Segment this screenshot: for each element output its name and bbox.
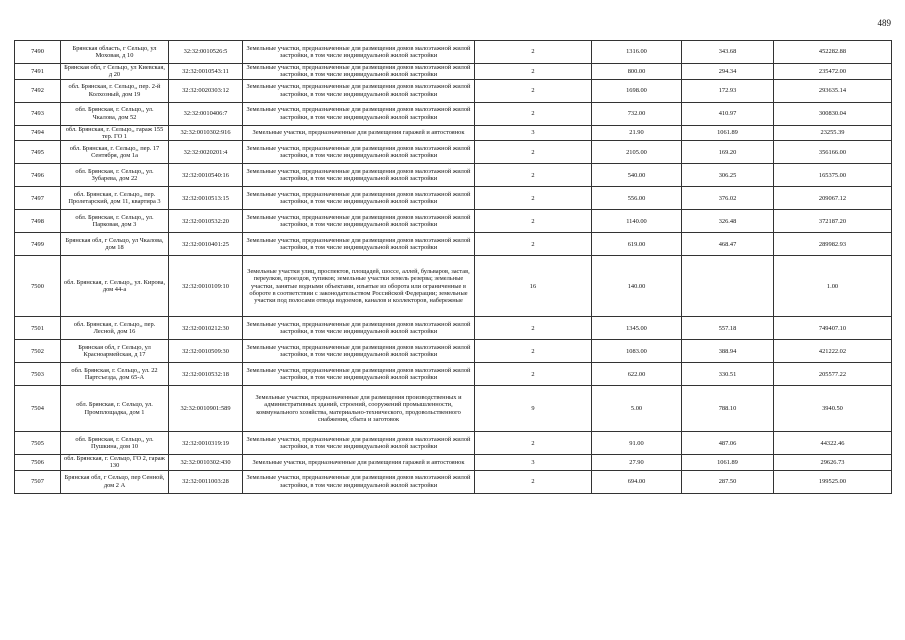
cadastral-number-cell: 32:32:0010319:19	[169, 432, 243, 455]
cadastral-number-cell: 32:32:0010509:30	[169, 340, 243, 363]
land-use-cell: Земельные участки, предназначенные для размещения гаражей и автостоянок	[243, 455, 475, 471]
use-group-cell: 9	[475, 386, 592, 432]
unit-price-cell: 1061.89	[682, 125, 774, 141]
unit-price-cell: 468.47	[682, 233, 774, 256]
table-row	[15, 79, 892, 102]
address-cell: обл. Брянская, г. Сельцо,, гараж 155 тер. ГО 1	[61, 125, 169, 141]
unit-price-cell: 294.34	[682, 64, 774, 80]
cadastral-value-cell: 356166.00	[774, 141, 892, 164]
table-row	[15, 141, 892, 164]
table-row	[15, 317, 892, 340]
address-cell: Брянская обл, г Сельцо, ул Красноармейская, д 17	[61, 340, 169, 363]
area-cell: 619.00	[592, 233, 682, 256]
land-use-cell: Земельные участки, предназначенные для размещения домов малоэтажной жилой застройки, в том числе индивидуальной жилой застройки	[243, 233, 475, 256]
table-row	[15, 470, 892, 493]
area-cell: 140.00	[592, 256, 682, 317]
table-row	[15, 432, 892, 455]
row-number-cell: 7501	[15, 317, 61, 340]
area-cell: 622.00	[592, 363, 682, 386]
cadastral-value-cell: 749407.10	[774, 317, 892, 340]
use-group-cell: 2	[475, 317, 592, 340]
area-cell: 540.00	[592, 164, 682, 187]
row-number-cell: 7494	[15, 125, 61, 141]
table-row	[15, 125, 892, 141]
cadastral-number-cell: 32:32:0020303:12	[169, 79, 243, 102]
unit-price-cell: 306.25	[682, 164, 774, 187]
address-cell: обл. Брянская, г. Сельцо,, пер. 17 Сентября, дом 1а	[61, 141, 169, 164]
address-cell: обл. Брянская, г. Сельцо, ГО 2, гараж 130	[61, 455, 169, 471]
row-number-cell: 7492	[15, 79, 61, 102]
table-row	[15, 187, 892, 210]
cadastral-value-cell: 165375.00	[774, 164, 892, 187]
row-number-cell: 7490	[15, 41, 61, 64]
row-number-cell: 7504	[15, 386, 61, 432]
cadastral-number-cell: 32:32:0010513:15	[169, 187, 243, 210]
unit-price-cell: 388.94	[682, 340, 774, 363]
address-cell: Брянская обл, г Сельцо, ул Чкалова, дом 18	[61, 233, 169, 256]
land-use-cell: Земельные участки, предназначенные для размещения домов малоэтажной жилой застройки, в том числе индивидуальной жилой застройки	[243, 141, 475, 164]
row-number-cell: 7495	[15, 141, 61, 164]
address-cell: Брянская обл, г Сельцо, ул Киевская, д 20	[61, 64, 169, 80]
table-row	[15, 41, 892, 64]
unit-price-cell: 172.93	[682, 79, 774, 102]
area-cell: 1345.00	[592, 317, 682, 340]
use-group-cell: 3	[475, 125, 592, 141]
table-row	[15, 64, 892, 80]
table-row	[15, 386, 892, 432]
area-cell: 27.90	[592, 455, 682, 471]
unit-price-cell: 343.68	[682, 41, 774, 64]
cadastral-value-cell: 452282.88	[774, 41, 892, 64]
unit-price-cell	[682, 256, 774, 317]
cadastral-value-cell: 205577.22	[774, 363, 892, 386]
area-cell: 91.00	[592, 432, 682, 455]
use-group-cell: 2	[475, 233, 592, 256]
area-cell: 556.00	[592, 187, 682, 210]
land-use-cell: Земельные участки, предназначенные для размещения домов малоэтажной жилой застройки, в том числе индивидуальной жилой застройки	[243, 79, 475, 102]
cadastral-value-cell: 3940.50	[774, 386, 892, 432]
row-number-cell: 7496	[15, 164, 61, 187]
address-cell: Брянская обл, г Сельцо, пер Сенной, дом 2 А	[61, 470, 169, 493]
unit-price-cell: 330.51	[682, 363, 774, 386]
use-group-cell: 2	[475, 340, 592, 363]
address-cell: Брянская область, г Сельцо, ул Моховая, д 10	[61, 41, 169, 64]
table-row	[15, 233, 892, 256]
address-cell: обл. Брянская, г. Сельцо,, ул. Парковая, дом 3	[61, 210, 169, 233]
use-group-cell: 2	[475, 432, 592, 455]
address-cell: обл. Брянская, г. Сельцо,, ул. Пушкина, дом 10	[61, 432, 169, 455]
address-cell: обл. Брянская, г. Сельцо,, пер. 2-й Колхозный, дом 19	[61, 79, 169, 102]
unit-price-cell: 410.97	[682, 102, 774, 125]
use-group-cell: 2	[475, 41, 592, 64]
area-cell: 732.00	[592, 102, 682, 125]
table-row	[15, 363, 892, 386]
cadastral-number-cell: 32:32:0010540:16	[169, 164, 243, 187]
cadastral-number-cell: 32:32:0010212:30	[169, 317, 243, 340]
area-cell: 5.00	[592, 386, 682, 432]
row-number-cell: 7491	[15, 64, 61, 80]
unit-price-cell: 557.18	[682, 317, 774, 340]
land-use-cell: Земельные участки, предназначенные для размещения домов малоэтажной жилой застройки, в том числе индивидуальной жилой застройки	[243, 317, 475, 340]
cadastral-number-cell: 32:32:0010109:10	[169, 256, 243, 317]
cadastral-number-cell: 32:32:0010543:11	[169, 64, 243, 80]
unit-price-cell: 287.50	[682, 470, 774, 493]
address-cell: обл. Брянская, г. Сельцо,, ул. Чкалова, дом 52	[61, 102, 169, 125]
land-use-cell: Земельные участки улиц, проспектов, площадей, шоссе, аллей, бульваров, застав, переулков, проездов, тупиков; земельные участки земель резерва; земельные участки, занятые водными объектами, изъятые из оборота или ограниченные в обороте в соответствии с законодательством Российской Федерации; земельные участки под полосами отвода водоемов, каналов и коллекторов, набережные	[243, 256, 475, 317]
table-row	[15, 210, 892, 233]
area-cell: 1083.00	[592, 340, 682, 363]
land-use-cell: Земельные участки, предназначенные для размещения домов малоэтажной жилой застройки, в том числе индивидуальной жилой застройки	[243, 41, 475, 64]
address-cell: обл. Брянская, г. Сельцо,, пер. Пролетарский, дом 11, квартира 3	[61, 187, 169, 210]
land-use-cell: Земельные участки, предназначенные для размещения домов малоэтажной жилой застройки, в том числе индивидуальной жилой застройки	[243, 470, 475, 493]
address-cell: обл. Брянская, г. Сельцо,, ул. Зубарева, дом 22	[61, 164, 169, 187]
table-row	[15, 455, 892, 471]
land-use-cell: Земельные участки, предназначенные для размещения домов малоэтажной жилой застройки, в том числе индивидуальной жилой застройки	[243, 164, 475, 187]
unit-price-cell: 1061.89	[682, 455, 774, 471]
area-cell: 1698.00	[592, 79, 682, 102]
area-cell: 1316.00	[592, 41, 682, 64]
row-number-cell: 7499	[15, 233, 61, 256]
unit-price-cell: 487.06	[682, 432, 774, 455]
address-cell: обл. Брянская, г. Сельцо,, ул. 22 Партсъезда, дом 65-А	[61, 363, 169, 386]
cadastral-number-cell: 32:32:0010532:20	[169, 210, 243, 233]
unit-price-cell: 376.02	[682, 187, 774, 210]
cadastral-value-cell: 29626.73	[774, 455, 892, 471]
row-number-cell: 7497	[15, 187, 61, 210]
use-group-cell: 2	[475, 470, 592, 493]
cadastral-value-cell: 23255.39	[774, 125, 892, 141]
table-row	[15, 340, 892, 363]
row-number-cell: 7493	[15, 102, 61, 125]
cadastral-value-cell: 209067.12	[774, 187, 892, 210]
land-cadastral-table	[14, 40, 892, 494]
area-cell: 800.00	[592, 64, 682, 80]
cadastral-number-cell: 32:32:0010532:18	[169, 363, 243, 386]
use-group-cell: 2	[475, 102, 592, 125]
use-group-cell: 2	[475, 164, 592, 187]
land-use-cell: Земельные участки, предназначенные для размещения гаражей и автостоянок	[243, 125, 475, 141]
land-use-cell: Земельные участки, предназначенные для размещения домов малоэтажной жилой застройки, в том числе индивидуальной жилой застройки	[243, 340, 475, 363]
use-group-cell: 3	[475, 455, 592, 471]
cadastral-value-cell: 1.00	[774, 256, 892, 317]
land-use-cell: Земельные участки, предназначенные для размещения домов малоэтажной жилой застройки, в том числе индивидуальной жилой застройки	[243, 363, 475, 386]
use-group-cell: 2	[475, 64, 592, 80]
use-group-cell: 2	[475, 79, 592, 102]
land-use-cell: Земельные участки, предназначенные для размещения домов малоэтажной жилой застройки, в том числе индивидуальной жилой застройки	[243, 102, 475, 125]
use-group-cell: 2	[475, 210, 592, 233]
cadastral-number-cell: 32:32:0011003:28	[169, 470, 243, 493]
unit-price-cell: 169.20	[682, 141, 774, 164]
row-number-cell: 7498	[15, 210, 61, 233]
address-cell: обл. Брянская, г. Сельцо,, ул. Кирова, дом 44-а	[61, 256, 169, 317]
address-cell: обл. Брянская, г. Сельцо, ул. Промплощадка, дом 1	[61, 386, 169, 432]
cadastral-value-cell: 372187.20	[774, 210, 892, 233]
row-number-cell: 7500	[15, 256, 61, 317]
area-cell: 694.00	[592, 470, 682, 493]
area-cell: 2105.00	[592, 141, 682, 164]
table-body	[15, 41, 892, 494]
cadastral-value-cell: 44322.46	[774, 432, 892, 455]
area-cell: 1140.00	[592, 210, 682, 233]
land-use-cell: Земельные участки, предназначенные для размещения домов малоэтажной жилой застройки, в том числе индивидуальной жилой застройки	[243, 432, 475, 455]
cadastral-value-cell: 421222.02	[774, 340, 892, 363]
row-number-cell: 7507	[15, 470, 61, 493]
land-use-cell: Земельные участки, предназначенные для размещения производственных и административных зданий, строений, сооружений промышленности, коммунального хозяйства, материально-технического, продовольственного снабжения, сбыта и заготовок	[243, 386, 475, 432]
row-number-cell: 7505	[15, 432, 61, 455]
cadastral-value-cell: 235472.00	[774, 64, 892, 80]
cadastral-number-cell: 32:32:0010401:25	[169, 233, 243, 256]
land-use-cell: Земельные участки, предназначенные для размещения домов малоэтажной жилой застройки, в том числе индивидуальной жилой застройки	[243, 187, 475, 210]
unit-price-cell: 788.10	[682, 386, 774, 432]
cadastral-value-cell: 300830.04	[774, 102, 892, 125]
table-row	[15, 164, 892, 187]
cadastral-number-cell: 32:32:0010526:5	[169, 41, 243, 64]
cadastral-number-cell: 32:32:0010302:430	[169, 455, 243, 471]
cadastral-value-cell: 289982.93	[774, 233, 892, 256]
row-number-cell: 7503	[15, 363, 61, 386]
use-group-cell: 2	[475, 363, 592, 386]
cadastral-value-cell: 293635.14	[774, 79, 892, 102]
land-use-cell: Земельные участки, предназначенные для размещения домов малоэтажной жилой застройки, в том числе индивидуальной жилой застройки	[243, 210, 475, 233]
use-group-cell: 16	[475, 256, 592, 317]
use-group-cell: 2	[475, 187, 592, 210]
table-row	[15, 256, 892, 317]
area-cell: 21.90	[592, 125, 682, 141]
unit-price-cell: 326.48	[682, 210, 774, 233]
cadastral-number-cell: 32:32:0010302:916	[169, 125, 243, 141]
cadastral-number-cell: 32:32:0010901:589	[169, 386, 243, 432]
use-group-cell: 2	[475, 141, 592, 164]
page-number: 489	[877, 18, 891, 28]
land-use-cell: Земельные участки, предназначенные для размещения домов малоэтажной жилой застройки, в том числе индивидуальной жилой застройки	[243, 64, 475, 80]
address-cell: обл. Брянская, г. Сельцо,, пер. Лесной, дом 16	[61, 317, 169, 340]
row-number-cell: 7502	[15, 340, 61, 363]
cadastral-number-cell: 32:32:0020201:4	[169, 141, 243, 164]
table-row	[15, 102, 892, 125]
row-number-cell: 7506	[15, 455, 61, 471]
cadastral-number-cell: 32:32:0010406:7	[169, 102, 243, 125]
cadastral-value-cell: 199525.00	[774, 470, 892, 493]
